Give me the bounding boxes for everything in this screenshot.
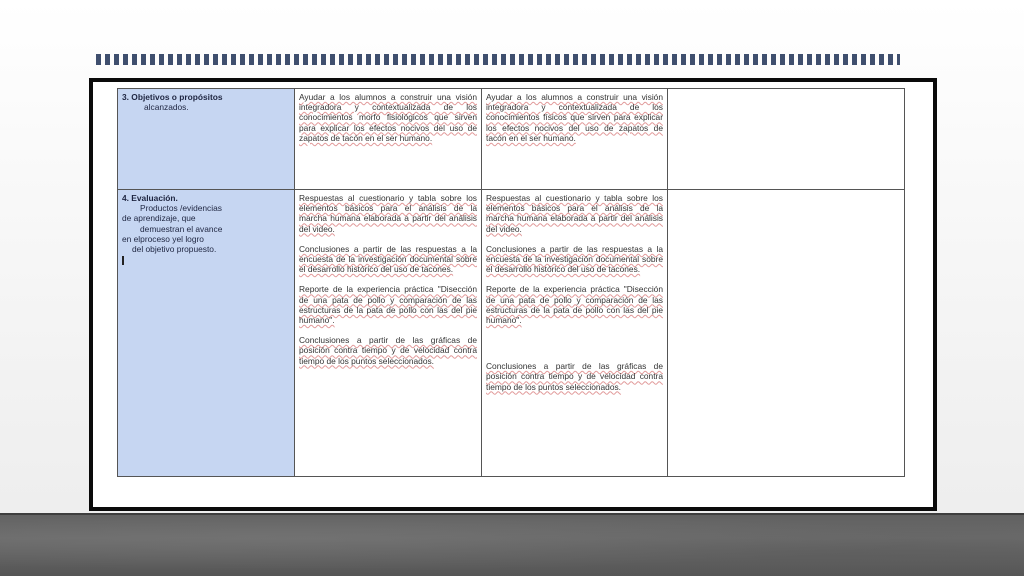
evaluation-line: demuestran el avance — [140, 223, 223, 234]
objectives-cell-col2 — [295, 89, 482, 190]
evidence-paragraph: Reporte de la experiencia práctica "Disección de una pata de pollo y comparación de las estructuras de la pata de pollo con las del pie humano". — [299, 284, 477, 326]
evaluation-heading: 4. Evaluación. — [122, 193, 178, 203]
evaluation-cell-col2 — [295, 190, 482, 477]
evaluation-line: en elproceso yel logro — [122, 233, 204, 244]
objectives-cell-col3 — [482, 89, 668, 190]
objectives-cell-col4 — [668, 89, 905, 190]
text-cursor — [122, 256, 124, 265]
decorative-dash-bar — [96, 54, 900, 65]
evaluation-cell-col4 — [668, 190, 905, 477]
document-frame — [89, 78, 937, 511]
objectives-text-col3: Ayudar a los alumnos a construir una visión integradora y contextualizada de los conocimientos físicos que sirven para explicar los efectos nocivos del uso de zapatos de tacón en el ser humano. — [486, 92, 663, 143]
evidence-paragraph: Reporte de la experiencia práctica "Disección de una pata de pollo y comparación de las estructuras de la pata de pollo con las del pie humano". — [486, 284, 663, 326]
background-floor — [0, 513, 1024, 576]
objectives-heading: 3. Objetivos o propósitos — [122, 92, 223, 102]
objectives-heading-cell — [118, 89, 295, 190]
evidence-paragraph: Respuestas al cuestionario y tabla sobre los elementos básicos para el análisis de la marcha humana elaborada a partir del análisis del video. — [486, 193, 663, 234]
evaluation-line: de aprendizaje, que — [122, 213, 196, 224]
evaluation-line: Productos /evidencias — [140, 203, 222, 214]
evidence-paragraph: Conclusiones a partir de las gráficas de posición contra tiempo y de velocidad contra tiempo de los puntos seleccionados. — [486, 361, 663, 392]
table-row-evaluation — [118, 190, 905, 477]
evaluation-line: del objetivo propuesto. — [132, 244, 217, 255]
objectives-subheading: alcanzados. — [144, 102, 189, 113]
evaluation-heading-cell — [118, 190, 295, 477]
table-row-objectives — [118, 89, 905, 190]
evidence-paragraph: Conclusiones a partir de las respuestas a la encuesta de la investigación documental sobre el desarrollo histórico del uso de tacones. — [486, 243, 663, 275]
spacer — [486, 335, 663, 361]
evaluation-cell-col3 — [482, 190, 668, 477]
floor-edge — [0, 513, 1024, 515]
planning-table — [117, 88, 905, 477]
evidence-paragraph: Conclusiones a partir de las respuestas a la encuesta de la investigación documental sobre el desarrollo histórico del uso de tacones. — [299, 243, 477, 275]
evidence-paragraph: Respuestas al cuestionario y tabla sobre los elementos básicos para el análisis de la marcha humana elaborada a partir del análisis del video. — [299, 193, 477, 234]
objectives-text-col2: Ayudar a los alumnos a construir una visión integradora y contextualizada de los conocimientos morfo fisiológicos que sirven para explicar los efectos nocivos del uso de zapatos de tacón en el ser humano. — [299, 92, 477, 143]
evidence-paragraph: Conclusiones a partir de las gráficas de posición contra tiempo y de velocidad contra tiempo de los puntos seleccionados. — [299, 335, 477, 366]
